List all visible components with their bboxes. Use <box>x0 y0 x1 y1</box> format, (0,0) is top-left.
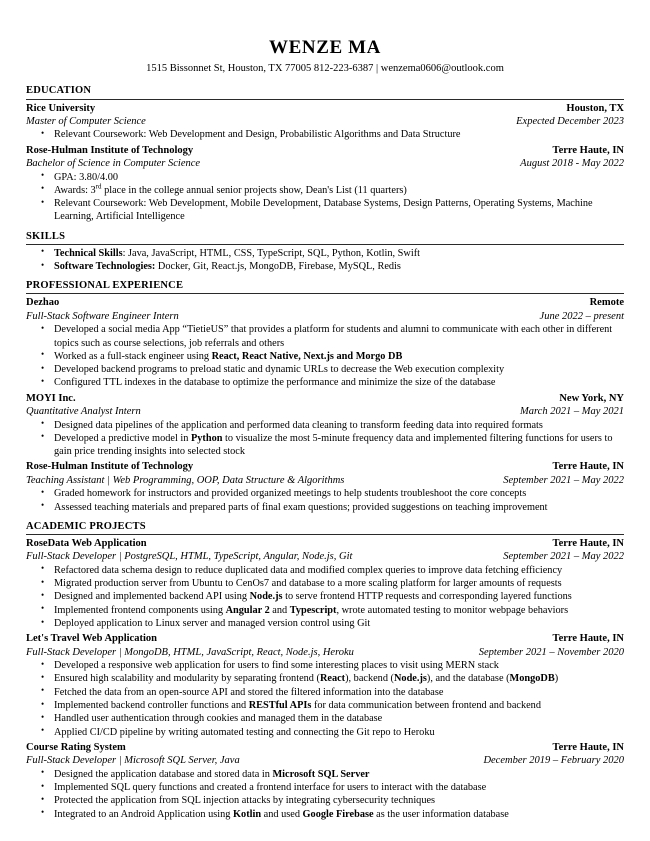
entry-bullet-list <box>26 247 624 274</box>
entry-bullet-list <box>26 659 624 739</box>
resume-entry <box>26 741 624 821</box>
entry-organization: RoseData Web Application <box>26 538 147 550</box>
resume-entry <box>26 537 624 630</box>
entry-role-row <box>26 754 624 767</box>
bullet-item: • Handled user authentication through cookies and managed them in the database <box>26 712 624 725</box>
entry-bullet-list <box>26 768 624 821</box>
entry-role-row <box>26 474 624 487</box>
bullet-item: • Developed a responsive web application for users to find some interesting places to visit using MERN stack <box>26 659 624 672</box>
entry-role: Master of Computer Science <box>26 115 146 127</box>
bullet-item: • Software Technologies: Docker, Git, React.js, MongoDB, Firebase, MySQL, Redis <box>26 260 624 273</box>
resume-section <box>26 230 624 274</box>
entry-dates: June 2022 – present <box>539 310 624 322</box>
entry-role: Full-Stack Developer | MongoDB, HTML, JavaScript, React, Node.js, Heroku <box>26 646 354 658</box>
entry-org-row <box>26 102 624 115</box>
section-title: SKILLS <box>26 230 624 245</box>
section-title: ACADEMIC PROJECTS <box>26 520 624 535</box>
bullet-item: • Deployed application to Linux server and managed version control using Git <box>26 617 624 630</box>
resume-section <box>26 520 624 821</box>
bullet-item: • Applied CI/CD pipeline by writing automated testing and connecting the Git repo to Heroku <box>26 726 624 739</box>
resume-entry <box>26 632 624 739</box>
entry-role-row <box>26 550 624 563</box>
entry-location: Houston, TX <box>566 102 624 114</box>
contact-line: 1515 Bissonnet St, Houston, TX 77005 812-223-6387 | wenzema0606@outlook.com <box>146 62 504 74</box>
bullet-item: • Refactored data schema design to reduce duplicated data and modified complex queries to improve data fetching efficiency <box>26 564 624 577</box>
entry-role-row <box>26 115 624 128</box>
resume-section <box>26 279 624 514</box>
entry-dates: August 2018 - May 2022 <box>520 158 624 170</box>
bullet-item: • Migrated production server from Ubuntu to CenOs7 and database to a more scaling platform for larger amounts of requests <box>26 577 624 590</box>
entry-organization: MOYI Inc. <box>26 392 76 404</box>
bullet-item: • Developed a social media App “TietieUS” that provides a platform for students and alumni to communicate with each other in different topics such as course selections, job referrals and others <box>26 323 624 350</box>
entry-organization: Rice University <box>26 102 96 114</box>
resume-entry <box>26 247 624 274</box>
bullet-item: • Awards: 3rd place in the college annual senior projects show, Dean's List (11 quarters) <box>26 184 624 197</box>
bullet-item: • Designed and implemented backend API using Node.js to serve frontend HTTP requests and corresponding layered functions <box>26 590 624 603</box>
entry-org-row <box>26 741 624 754</box>
entry-org-row <box>26 296 624 309</box>
entry-role-row <box>26 310 624 323</box>
resume-sections <box>26 84 624 821</box>
resume-entry <box>26 102 624 142</box>
entry-org-row <box>26 632 624 645</box>
bullet-item: • Graded homework for instructors and provided organized meetings to help students troubleshoot the core concepts <box>26 487 624 500</box>
bullet-item: • Implemented frontend components using Angular 2 and Typescript, wrote automated testing to monitor webpage behaviors <box>26 604 624 617</box>
entry-dates: March 2021 – May 2021 <box>519 406 624 418</box>
entry-bullet-list <box>26 487 624 514</box>
entry-role: Bachelor of Science in Computer Science <box>26 158 201 170</box>
entry-organization: Rose-Hulman Institute of Technology <box>26 144 194 156</box>
entry-dates: September 2021 – November 2020 <box>478 646 624 658</box>
entry-role: Quantitative Analyst Intern <box>26 406 141 418</box>
entry-location: Terre Haute, IN <box>552 741 624 753</box>
entry-bullet-list <box>26 128 624 141</box>
bullet-item: • Implemented SQL query functions and created a frontend interface for users to interact with the database <box>26 781 624 794</box>
entry-location: Terre Haute, IN <box>552 461 624 473</box>
entry-organization: Course Rating System <box>26 741 126 753</box>
resume-entry <box>26 460 624 513</box>
entry-bullet-list <box>26 323 624 389</box>
bullet-item: • Developed backend programs to preload static and dynamic URLs to decrease the Web execution complexity <box>26 363 624 376</box>
entry-organization: Rose-Hulman Institute of Technology <box>26 461 194 473</box>
entry-role: Teaching Assistant | Web Programming, OOP, Data Structure & Algorithms <box>26 474 345 486</box>
entry-location: New York, NY <box>559 392 624 404</box>
entry-role-row <box>26 646 624 659</box>
bullet-item: • Worked as a full-stack engineer using React, React Native, Next.js and Morgo DB <box>26 350 624 363</box>
resume-section <box>26 84 624 223</box>
bullet-item: • GPA: 3.80/4.00 <box>26 171 624 184</box>
entry-dates: September 2021 – May 2022 <box>503 474 624 486</box>
entry-organization: Dezhao <box>26 297 60 309</box>
entry-bullet-list <box>26 419 624 459</box>
resume-entry <box>26 296 624 389</box>
entry-role: Full-Stack Developer | Microsoft SQL Server, Java <box>26 755 240 767</box>
entry-location: Terre Haute, IN <box>552 538 624 550</box>
entry-dates: September 2021 – May 2022 <box>503 551 624 563</box>
bullet-item: • Implemented backend controller functions and RESTful APIs for data communication between frontend and backend <box>26 699 624 712</box>
bullet-item: • Developed a predictive model in Python to visualize the most 5-minute frequency data and implemented filtering functions for users to gain price trending insights into selected stock <box>26 432 624 459</box>
entry-role: Full-Stack Software Engineer Intern <box>26 310 179 322</box>
entry-organization: Let's Travel Web Application <box>26 633 157 645</box>
bullet-item: • Relevant Coursework: Web Development and Design, Probabilistic Algorithms and Data Structure <box>26 128 624 141</box>
bullet-item: • Designed the application database and stored data in Microsoft SQL Server <box>26 768 624 781</box>
entry-org-row <box>26 392 624 405</box>
bullet-item: • Fetched the data from an open-source API and stored the filtered information into the database <box>26 686 624 699</box>
entry-dates: December 2019 – February 2020 <box>483 755 624 767</box>
entry-location: Terre Haute, IN <box>552 633 624 645</box>
entry-org-row <box>26 537 624 550</box>
bullet-item: • Protected the application from SQL injection attacks by integrating cybersecurity techniques <box>26 794 624 807</box>
bullet-item: • Configured TTL indexes in the database to optimize the performance and minimize the size of the database <box>26 376 624 389</box>
section-title: EDUCATION <box>26 84 624 99</box>
bullet-item: • Designed data pipelines of the application and performed data cleaning to transform feeding data into required formats <box>26 419 624 432</box>
entry-role-row <box>26 157 624 170</box>
resume-entry <box>26 144 624 224</box>
entry-dates: Expected December 2023 <box>516 115 624 127</box>
bullet-item: • Integrated to an Android Application using Kotlin and used Google Firebase as the user information database <box>26 808 624 821</box>
candidate-name: WENZE MA <box>269 37 381 58</box>
entry-role-row <box>26 405 624 418</box>
entry-location: Terre Haute, IN <box>552 144 624 156</box>
entry-location: Remote <box>589 297 624 309</box>
entry-org-row <box>26 460 624 473</box>
entry-org-row <box>26 144 624 157</box>
bullet-item: • Assessed teaching materials and prepared parts of final exam questions; provided suggestions on teaching improvement <box>26 501 624 514</box>
bullet-item: • Ensured high scalability and modularity by separating frontend (React), backend (Node.js), and the database (MongoDB) <box>26 672 624 685</box>
entry-bullet-list <box>26 171 624 224</box>
entry-bullet-list <box>26 564 624 630</box>
entry-role: Full-Stack Developer | PostgreSQL, HTML, TypeScript, Angular, Node.js, Git <box>26 551 353 563</box>
resume-entry <box>26 392 624 459</box>
bullet-item: • Relevant Coursework: Web Development, Mobile Development, Database Systems, Design Patterns, Operating Systems, Machine Learning, Artificial Intelligence <box>26 197 624 224</box>
section-title: PROFESSIONAL EXPERIENCE <box>26 279 624 294</box>
bullet-item: • Technical Skills: Java, JavaScript, HTML, CSS, TypeScript, SQL, Python, Kotlin, Swift <box>26 247 624 260</box>
